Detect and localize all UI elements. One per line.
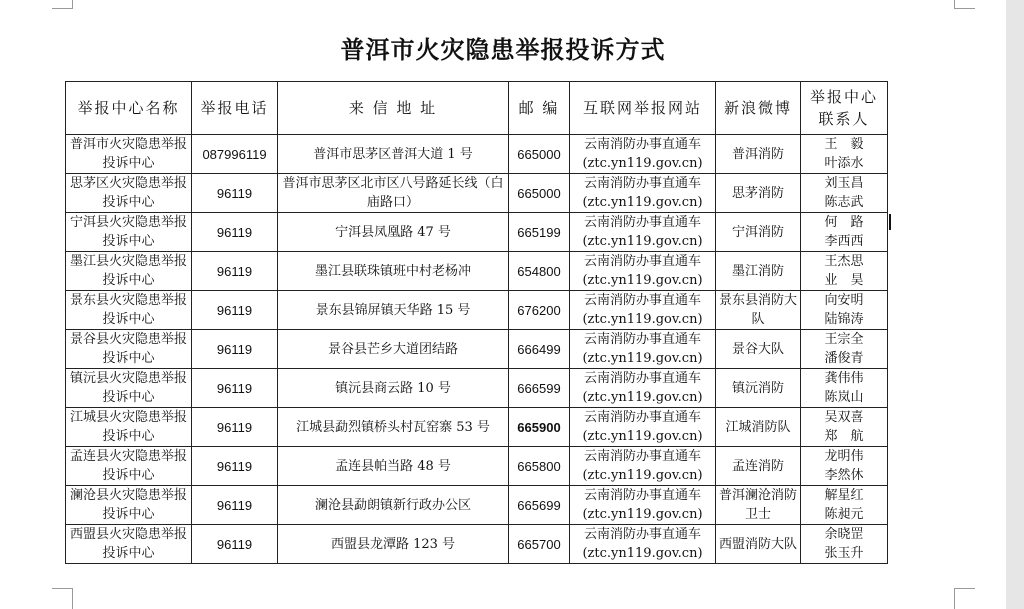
contacts-cell: 刘玉昌 陈志武 — [801, 174, 888, 213]
phone-cell: 087996119 — [192, 135, 278, 174]
website-cell: 云南消防办事直通车 (ztc.yn119.gov.cn) — [570, 135, 716, 174]
column-header: 互联网举报网站 — [570, 82, 716, 135]
vertical-scrollbar[interactable] — [1006, 0, 1024, 609]
table-row — [66, 135, 888, 174]
center-name-cell: 思茅区火灾隐患举报投诉中心 — [66, 174, 192, 213]
contacts-cell: 王 毅 叶添水 — [801, 135, 888, 174]
center-name-cell: 江城县火灾隐患举报投诉中心 — [66, 408, 192, 447]
center-name-cell: 西盟县火灾隐患举报投诉中心 — [66, 525, 192, 564]
phone-cell: 96119 — [192, 174, 278, 213]
table-row — [66, 447, 888, 486]
postcode-cell: 665000 — [509, 135, 570, 174]
phone-cell: 96119 — [192, 291, 278, 330]
table-header-row — [66, 82, 888, 135]
weibo-cell: 孟连消防 — [716, 447, 801, 486]
contacts-cell: 何 路 李西西 — [801, 213, 888, 252]
table-row — [66, 525, 888, 564]
column-header: 举报中心名称 — [66, 82, 192, 135]
address-cell: 西盟县龙潭路 123 号 — [278, 525, 509, 564]
page-corner-mark — [52, 588, 73, 609]
table-row — [66, 369, 888, 408]
center-name-cell: 普洱市火灾隐患举报投诉中心 — [66, 135, 192, 174]
website-cell: 云南消防办事直通车 (ztc.yn119.gov.cn) — [570, 447, 716, 486]
phone-cell: 96119 — [192, 369, 278, 408]
phone-cell: 96119 — [192, 252, 278, 291]
postcode-cell: 665199 — [509, 213, 570, 252]
phone-cell: 96119 — [192, 330, 278, 369]
column-header: 举报中心 联系人 — [801, 82, 888, 135]
weibo-cell: 景东县消防大队 — [716, 291, 801, 330]
website-cell: 云南消防办事直通车 (ztc.yn119.gov.cn) — [570, 525, 716, 564]
table-row — [66, 408, 888, 447]
contacts-cell: 龚伟伟 陈岚山 — [801, 369, 888, 408]
website-cell: 云南消防办事直通车 (ztc.yn119.gov.cn) — [570, 369, 716, 408]
report-contacts-table — [65, 81, 888, 564]
address-cell: 宁洱县凤凰路 47 号 — [278, 213, 509, 252]
contacts-cell: 向安明 陆锦涛 — [801, 291, 888, 330]
center-name-cell: 墨江县火灾隐患举报投诉中心 — [66, 252, 192, 291]
postcode-cell: 665699 — [509, 486, 570, 525]
address-cell: 孟连县帕当路 48 号 — [278, 447, 509, 486]
postcode-cell: 665700 — [509, 525, 570, 564]
postcode-cell: 666499 — [509, 330, 570, 369]
center-name-cell: 景东县火灾隐患举报投诉中心 — [66, 291, 192, 330]
weibo-cell: 普洱澜沧消防卫士 — [716, 486, 801, 525]
website-cell: 云南消防办事直通车 (ztc.yn119.gov.cn) — [570, 330, 716, 369]
phone-cell: 96119 — [192, 525, 278, 564]
address-cell: 普洱市思茅区北市区八号路延长线（白庙路口） — [278, 174, 509, 213]
center-name-cell: 景谷县火灾隐患举报投诉中心 — [66, 330, 192, 369]
postcode-cell: 666599 — [509, 369, 570, 408]
contacts-cell: 余晓罡 张玉升 — [801, 525, 888, 564]
table-row — [66, 174, 888, 213]
weibo-cell: 镇沅消防 — [716, 369, 801, 408]
website-cell: 云南消防办事直通车 (ztc.yn119.gov.cn) — [570, 486, 716, 525]
column-header: 邮 编 — [509, 82, 570, 135]
address-cell: 江城县勐烈镇桥头村瓦窑寨 53 号 — [278, 408, 509, 447]
postcode-cell: 665900 — [509, 408, 570, 447]
table-body — [66, 135, 888, 564]
weibo-cell: 普洱消防 — [716, 135, 801, 174]
center-name-cell: 宁洱县火灾隐患举报投诉中心 — [66, 213, 192, 252]
weibo-cell: 西盟消防大队 — [716, 525, 801, 564]
table-row — [66, 486, 888, 525]
address-cell: 镇沅县商云路 10 号 — [278, 369, 509, 408]
phone-cell: 96119 — [192, 447, 278, 486]
column-header: 来 信 地 址 — [278, 82, 509, 135]
address-cell: 景谷县芒乡大道团结路 — [278, 330, 509, 369]
postcode-cell: 665800 — [509, 447, 570, 486]
postcode-cell: 676200 — [509, 291, 570, 330]
page-corner-mark — [954, 588, 975, 609]
address-cell: 墨江县联珠镇班中村老杨冲 — [278, 252, 509, 291]
table-row — [66, 213, 888, 252]
table-row — [66, 330, 888, 369]
phone-cell: 96119 — [192, 408, 278, 447]
address-cell: 景东县锦屏镇天华路 15 号 — [278, 291, 509, 330]
page-corner-mark — [52, 0, 73, 9]
contacts-cell: 解星红 陈昶元 — [801, 486, 888, 525]
postcode-cell: 665000 — [509, 174, 570, 213]
contacts-cell: 王宗全 潘俊青 — [801, 330, 888, 369]
table-row — [66, 291, 888, 330]
weibo-cell: 景谷大队 — [716, 330, 801, 369]
phone-cell: 96119 — [192, 486, 278, 525]
website-cell: 云南消防办事直通车 (ztc.yn119.gov.cn) — [570, 252, 716, 291]
website-cell: 云南消防办事直通车 (ztc.yn119.gov.cn) — [570, 213, 716, 252]
website-cell: 云南消防办事直通车 (ztc.yn119.gov.cn) — [570, 408, 716, 447]
column-header: 举报电话 — [192, 82, 278, 135]
website-cell: 云南消防办事直通车 (ztc.yn119.gov.cn) — [570, 291, 716, 330]
weibo-cell: 宁洱消防 — [716, 213, 801, 252]
center-name-cell: 镇沅县火灾隐患举报投诉中心 — [66, 369, 192, 408]
table-row — [66, 252, 888, 291]
contacts-cell: 龙明伟 李然休 — [801, 447, 888, 486]
text-cursor — [889, 214, 891, 230]
contacts-cell: 王杰思 业 昊 — [801, 252, 888, 291]
weibo-cell: 思茅消防 — [716, 174, 801, 213]
center-name-cell: 孟连县火灾隐患举报投诉中心 — [66, 447, 192, 486]
address-cell: 澜沧县勐朗镇新行政办公区 — [278, 486, 509, 525]
website-cell: 云南消防办事直通车 (ztc.yn119.gov.cn) — [570, 174, 716, 213]
weibo-cell: 江城消防队 — [716, 408, 801, 447]
document-title: 普洱市火灾隐患举报投诉方式 — [340, 35, 666, 64]
page-corner-mark — [954, 0, 975, 9]
phone-cell: 96119 — [192, 213, 278, 252]
center-name-cell: 澜沧县火灾隐患举报投诉中心 — [66, 486, 192, 525]
contacts-cell: 吴双喜 郑 航 — [801, 408, 888, 447]
address-cell: 普洱市思茅区普洱大道 1 号 — [278, 135, 509, 174]
weibo-cell: 墨江消防 — [716, 252, 801, 291]
column-header: 新浪微博 — [716, 82, 801, 135]
postcode-cell: 654800 — [509, 252, 570, 291]
